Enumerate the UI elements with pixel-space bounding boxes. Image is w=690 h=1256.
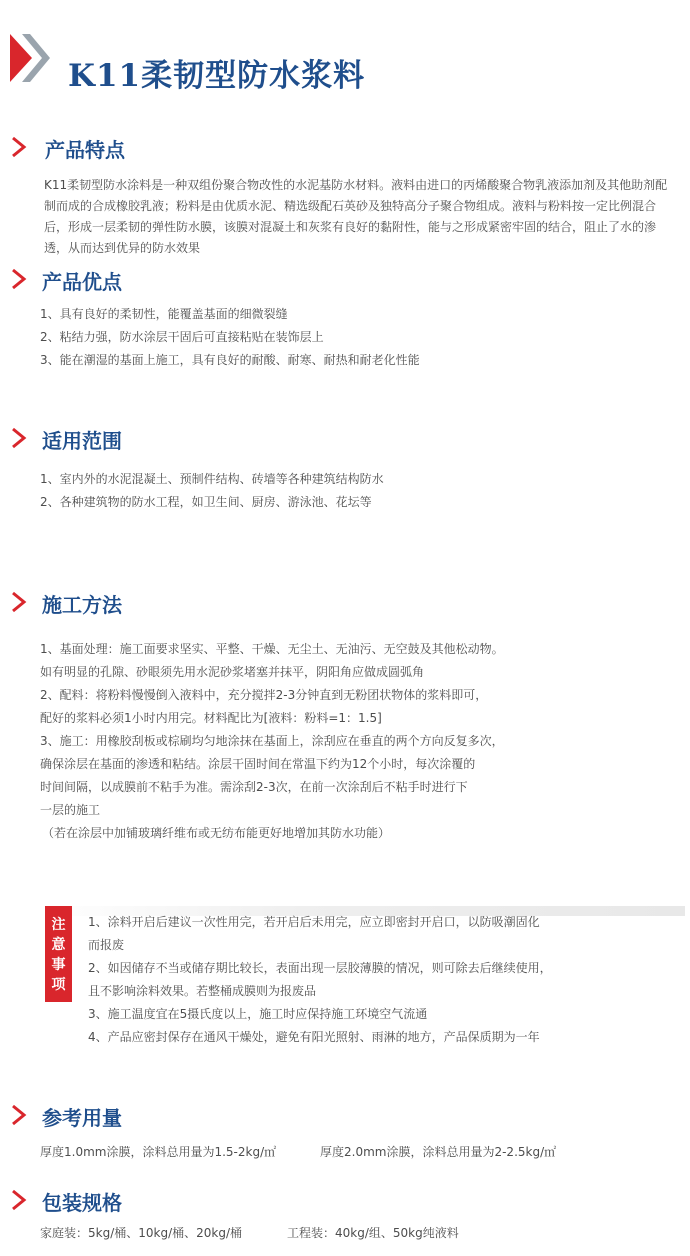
method-line: 1、基面处理：施工面要求坚实、平整、干燥、无尘土、无油污、无空鼓及其他松动物。 (40, 642, 504, 656)
title-arrow-icon (10, 34, 50, 82)
section-title-usage: 参考用量 (42, 1106, 122, 1130)
advantages-list (40, 303, 420, 372)
method-line: 配好的浆料必须1小时内用完。材料配比为[液料：粉料=1：1.5] (40, 711, 382, 725)
notice-line: 4、产品应密封保存在通风干燥处，避免有阳光照射、雨淋的地方，产品保质期为一年 (88, 1030, 540, 1044)
notice-badge (45, 906, 72, 1002)
section-title-advantages: 产品优点 (42, 270, 122, 294)
section-title-packaging: 包装规格 (42, 1191, 122, 1215)
method-list (40, 638, 504, 845)
page-title: K11柔韧型防水浆料 (68, 58, 366, 94)
notice-badge-char: 注 (51, 917, 66, 933)
section-title-features: 产品特点 (45, 138, 125, 162)
notice-list (88, 911, 552, 1049)
notice-badge-char: 事 (51, 957, 66, 973)
method-line: 时间间隔，以成膜前不粘手为准。需涂刮2-3次，在前一次涂刮后不粘手时进行下 (40, 780, 468, 794)
method-line: 如有明显的孔隙、砂眼须先用水泥砂浆堵塞并抹平，阴阳角应做成圆弧角 (40, 665, 425, 679)
method-line: 确保涂层在基面的渗透和粘结。涂层干固时间在常温下约为12个小时，每次涂覆的 (40, 757, 476, 771)
notice-line: 3、施工温度宜在5摄氏度以上，施工时应保持施工环境空气流通 (88, 1007, 428, 1021)
section-chevron-icon (10, 427, 30, 449)
method-line: 一层的施工 (40, 803, 101, 817)
section-chevron-icon (10, 268, 30, 290)
notice-line: 而报废 (88, 938, 125, 952)
section-title-scope: 适用范围 (42, 429, 122, 453)
packaging-item-home: 家庭装：5kg/桶、10kg/桶、20kg/桶 (40, 1226, 243, 1240)
usage-item-1mm: 厚度1.0mm涂膜，涂料总用量为1.5-2kg/㎡ (40, 1145, 277, 1159)
section-chevron-icon (10, 591, 30, 613)
notice-badge-char: 意 (51, 937, 66, 953)
notice-line: 1、涂料开启后建议一次性用完，若开启后未用完，应立即密封开启口，以防吸潮固化 (88, 915, 540, 929)
section-chevron-icon (10, 1104, 30, 1126)
section-chevron-icon (10, 136, 30, 158)
scope-list (40, 468, 384, 514)
notice-line: 且不影响涂料效果。若整桶成膜则为报废品 (88, 984, 317, 998)
list-item: 1、具有良好的柔韧性，能覆盖基面的细微裂缝 (40, 307, 288, 321)
usage-item-2mm: 厚度2.0mm涂膜，涂料总用量为2-2.5kg/㎡ (320, 1145, 557, 1159)
section-chevron-icon (10, 1189, 30, 1211)
method-line: 3、施工：用橡胶刮板或棕刷均匀地涂抹在基面上，涂刮应在垂直的两个方向反复多次， (40, 734, 504, 748)
notice-badge-char: 项 (51, 977, 66, 993)
method-line: （若在涂层中加铺玻璃纤维布或无纺布能更好地增加其防水功能） (42, 826, 391, 840)
list-item: 2、粘结力强，防水涂层干固后可直接粘贴在装饰层上 (40, 330, 324, 344)
list-item: 3、能在潮湿的基面上施工，具有良好的耐酸、耐寒、耐热和耐老化性能 (40, 353, 420, 367)
packaging-item-project: 工程装：40kg/组、50kg纯液料 (287, 1226, 459, 1240)
notice-line: 2、如因储存不当或储存期比较长，表面出现一层胶薄膜的情况，则可除去后继续使用， (88, 961, 552, 975)
features-paragraph: K11柔韧型防水涂料是一种双组份聚合物改性的水泥基防水材料。液料由进口的丙烯酸聚合物乳液添加剂及其他助剂配制而成的合成橡胶乳液；粉料是由优质水泥、精选级配石英砂及独特高分子聚合物组成。液料与粉料按一定比例混合后，形成一层柔韧的弹性防水膜，该膜对混凝土和灰浆有良好的黏附性，能与之形成紧密牢固的结合，阻止了水的渗透，从而达到优异的防水效果 (44, 178, 668, 255)
list-item: 1、室内外的水泥混凝土、预制件结构、砖墙等各种建筑结构防水 (40, 472, 384, 486)
list-item: 2、各种建筑物的防水工程，如卫生间、厨房、游泳池、花坛等 (40, 495, 372, 509)
method-line: 2、配料：将粉料慢慢倒入液料中，充分搅拌2-3分钟直到无粉团状物体的浆料即可， (40, 688, 488, 702)
section-title-method: 施工方法 (42, 593, 122, 617)
